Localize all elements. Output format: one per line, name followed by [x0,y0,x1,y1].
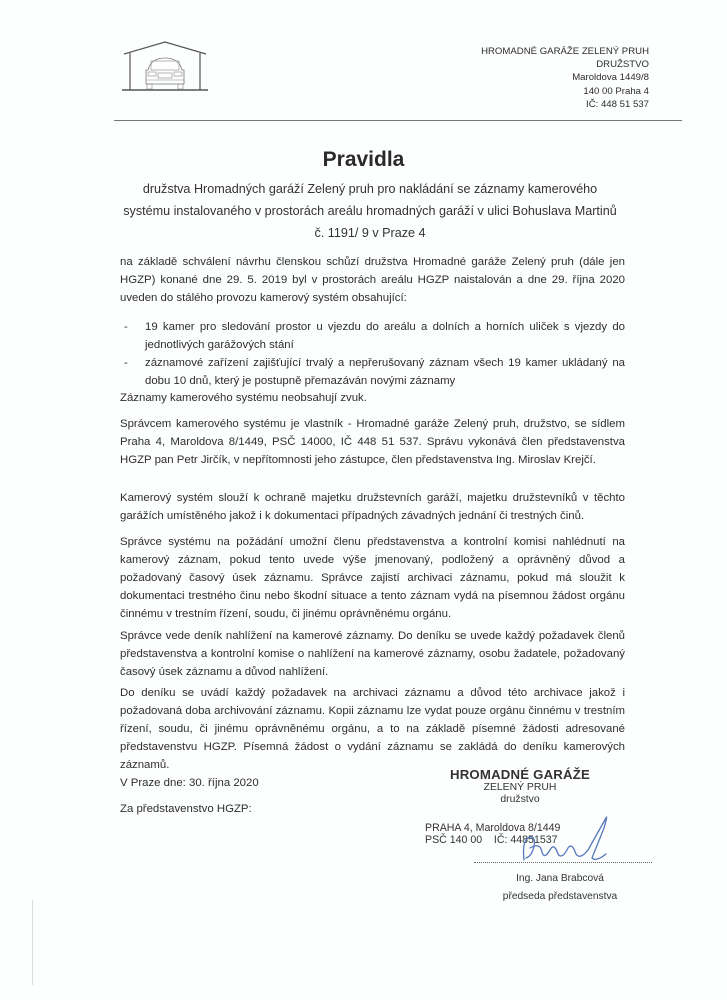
paragraph-text: Správcem kamerového systému je vlastník - Hromadné garáže Zelený pruh, družstvo, se sídlem Praha 4, Maroldova 8/1449, PSČ 14000, IČ 448 51 537. Správu vykonává člen představenstva HGZP pan Petr Jirčík, v nepřítomnosti jeho zástupce, člen představenstva Ing. Miroslav Krejčí. [120,418,625,467]
intro-paragraph [120,253,625,307]
document-subtitle: družstva Hromadných garáží Zelený pruh pro nakládání se záznamy kamerového systému instalovaného v prostorách areálu hromadných garáží v ulici Bohuslava Martinů č. 1191/ 9 v Praze 4 [123,182,617,240]
stamp-title: HROMADNÉ GARÁŽE [449,767,590,782]
list-item [120,318,625,354]
bullet-marker: - [124,357,128,370]
company-stamp [400,767,640,846]
org-street: Maroldova 1449/8 [572,72,649,84]
stamp-address: PRAHA 4, Maroldova 8/1449 [425,822,561,834]
header-divider [114,120,682,121]
paragraph-text: Kamerový systém slouží k ochraně majetku družstevních garáží, majetku družstevníků v těchto garážích umístěného jakož i k dokumentaci případných závadných jednání či trestných činů. [120,492,625,523]
intro-text: na základě schválení návrhu členskou schůzí družstva Hromadné garáže Zelený pruh (dále jen HGZP) konané dne 29. 5. 2019 byl v prostorách areálu HGZP naistalován a dne 29. října 2020 uveden do stálého provozu kamerový systém obsahující: [120,256,625,305]
scan-edge [32,900,33,985]
stamp-psc-ic: PSČ 140 00 IČ: 44851537 [425,833,558,846]
handwritten-signature-icon [510,812,630,872]
paragraph-no-audio [120,389,625,407]
paragraph-text: Správce vede deník nahlížení na kamerové záznamy. Do deníku se uvede každý požadavek členů představenstva a kontrolní komise o nahlížení na kamerové záznamy, osobu žadatele, požadovaný časový úsek záznamu a důvod nahlížení. [120,630,625,679]
board-line: Za představenstvo HGZP: [120,803,252,815]
paragraph-administrator [120,415,625,469]
date-line: V Praze dne: 30. října 2020 [120,777,259,789]
paragraph-purpose [120,489,625,525]
paragraph-text: Záznamy kamerového systému neobsahují zvuk. [120,392,367,404]
org-ic: IČ: 448 51 537 [586,98,649,110]
paragraph-log [120,627,625,681]
bullet-text: záznamové zařízení zajišťující trvalý a nepřerušovaný záznam všech 19 kamer ukládaný na dobu 10 dnů, který je postupně přemazáván novými záznamy [145,357,625,388]
org-city: 140 00 Praha 4 [583,85,649,97]
paragraph-archive [120,684,625,774]
org-type: DRUŽSTVO [596,59,649,71]
paragraph-text: Správce systému na požádání umožní členu představenstva a kontrolní komisi nahlédnutí na kamerový záznam, pokud tento uvede výše jmenovaný, podložený a oprávněný důvod a požadovaný časový úsek záznamu. Správce zajistí archivaci záznamu, pokud má sloužit k dokumentaci trestného činu nebo škodní situace a tento záznam vydá na písemnou žádost orgánu činnému v trestním řízení, soudu, či jinému oprávněnému orgánu. [120,536,625,621]
bullet-text: 19 kamer pro sledování prostor u vjezdu do areálu a dolních a horních uliček s vjezdy do jednotlivých garážových stání [145,321,625,352]
bullet-marker: - [124,321,128,333]
garage-with-car-icon [118,40,213,100]
paragraph-access [120,533,625,623]
organization-header [481,45,649,111]
org-name: HROMADNÉ GARÁŽE ZELENÝ PRUH [481,46,649,57]
signer-role: předseda představenstva [502,891,618,902]
stamp-line-2: družstvo [500,793,540,805]
document-title: Pravidla [322,148,405,171]
signature-line [474,862,652,863]
bullet-list [120,318,625,390]
list-item [120,354,625,390]
signer-name: Ing. Jana Brabcová [516,873,604,884]
paragraph-text: Do deníku se uvádí každý požadavek na archivaci záznamu a důvod této archivace jakož i požadovaná doba archivování záznamu. Kopii záznamu lze vydat pouze orgánu činnému v trestním řízení, soudu, či jinému oprávněnému orgánu, a to na základě písemné žádosti adresované představenstvu HGZP. Písemná žádost o vydání záznamu se zakládá do deníku kamerových záznamů. [120,687,625,772]
stamp-line-1: ZELENÝ PRUH [483,782,557,793]
